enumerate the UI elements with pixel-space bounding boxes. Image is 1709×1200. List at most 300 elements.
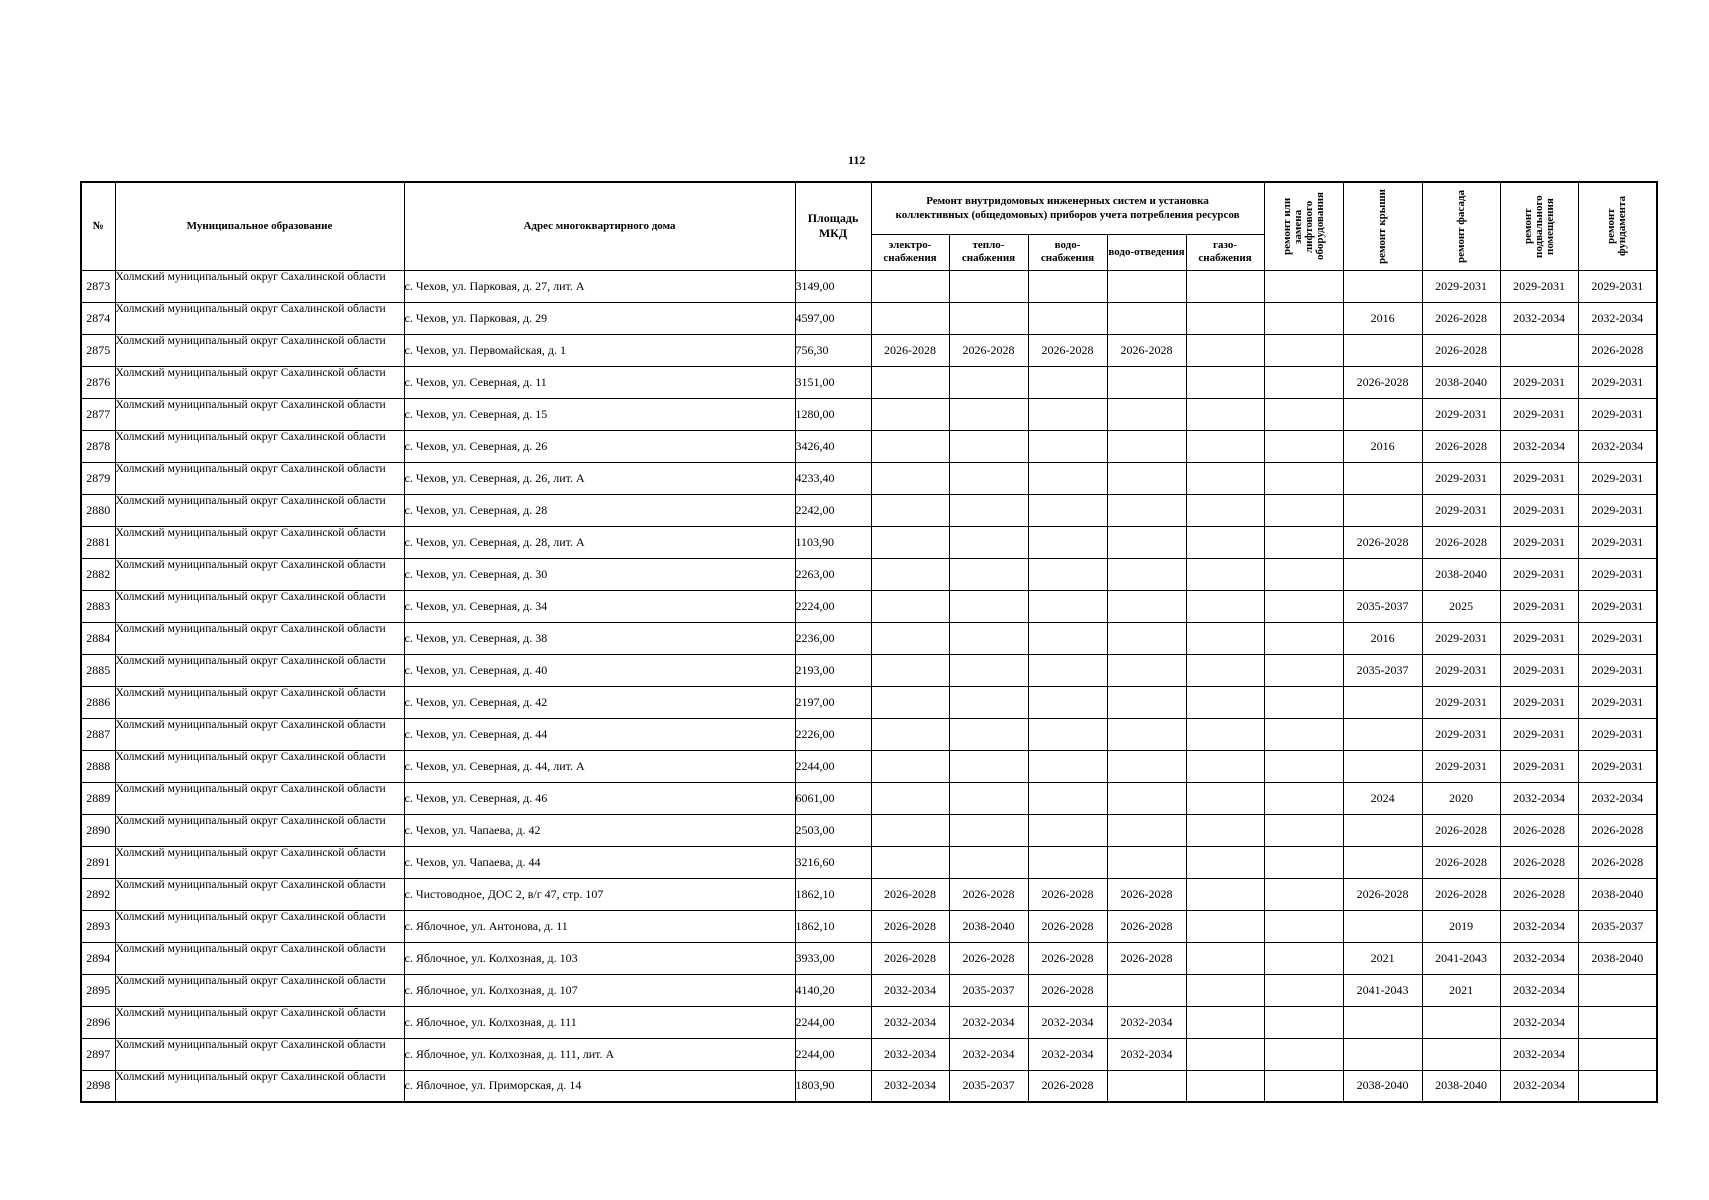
basement-cell: 2032-2034 — [1500, 974, 1578, 1006]
water-drain-cell — [1107, 366, 1186, 398]
facade-cell: 2029-2031 — [1422, 718, 1500, 750]
heat-cell — [949, 622, 1028, 654]
gas-cell — [1186, 334, 1264, 366]
row-number: 2882 — [81, 558, 115, 590]
water-supply-cell — [1028, 366, 1107, 398]
table-row — [81, 814, 1657, 846]
facade-cell: 2029-2031 — [1422, 270, 1500, 302]
area-cell: 3149,00 — [795, 270, 871, 302]
water-supply-cell: 2026-2028 — [1028, 334, 1107, 366]
foundation-cell: 2029-2031 — [1578, 366, 1657, 398]
facade-cell: 2038-2040 — [1422, 366, 1500, 398]
elevator-cell — [1264, 654, 1343, 686]
row-number: 2879 — [81, 462, 115, 494]
heat-cell — [949, 654, 1028, 686]
header-foundation: ремонт фундамента — [1578, 182, 1657, 270]
elevator-cell — [1264, 1070, 1343, 1102]
elevator-cell — [1264, 366, 1343, 398]
facade-cell: 2029-2031 — [1422, 654, 1500, 686]
water-drain-cell: 2032-2034 — [1107, 1006, 1186, 1038]
address-cell: с. Яблочное, ул. Колхозная, д. 107 — [404, 974, 795, 1006]
basement-cell: 2029-2031 — [1500, 686, 1578, 718]
facade-cell: 2029-2031 — [1422, 622, 1500, 654]
gas-cell — [1186, 846, 1264, 878]
address-cell: с. Чехов, ул. Парковая, д. 27, лит. А — [404, 270, 795, 302]
municipality-cell: Холмский муниципальный округ Сахалинской области — [115, 334, 404, 366]
roof-cell — [1343, 462, 1422, 494]
facade-cell: 2029-2031 — [1422, 462, 1500, 494]
header-no: № — [81, 182, 115, 270]
electro-cell — [871, 590, 949, 622]
roof-cell: 2041-2043 — [1343, 974, 1422, 1006]
electro-cell — [871, 622, 949, 654]
address-cell: с. Яблочное, ул. Антонова, д. 11 — [404, 910, 795, 942]
heat-cell: 2032-2034 — [949, 1006, 1028, 1038]
water-supply-cell — [1028, 526, 1107, 558]
area-cell: 2244,00 — [795, 750, 871, 782]
gas-cell — [1186, 270, 1264, 302]
table-row — [81, 846, 1657, 878]
table-row — [81, 366, 1657, 398]
address-cell: с. Чехов, ул. Северная, д. 44, лит. А — [404, 750, 795, 782]
water-drain-cell — [1107, 1070, 1186, 1102]
heat-cell: 2026-2028 — [949, 878, 1028, 910]
facade-cell: 2029-2031 — [1422, 494, 1500, 526]
address-cell: с. Чехов, ул. Северная, д. 15 — [404, 398, 795, 430]
header-roof: ремонт крыши — [1343, 182, 1422, 270]
row-number: 2896 — [81, 1006, 115, 1038]
facade-cell: 2026-2028 — [1422, 846, 1500, 878]
municipality-cell: Холмский муниципальный округ Сахалинской области — [115, 910, 404, 942]
row-number: 2892 — [81, 878, 115, 910]
gas-cell — [1186, 558, 1264, 590]
table-row — [81, 718, 1657, 750]
foundation-cell — [1578, 1070, 1657, 1102]
heat-cell: 2038-2040 — [949, 910, 1028, 942]
address-cell: с. Чехов, ул. Северная, д. 42 — [404, 686, 795, 718]
municipality-cell: Холмский муниципальный округ Сахалинской области — [115, 974, 404, 1006]
basement-cell: 2026-2028 — [1500, 846, 1578, 878]
elevator-cell — [1264, 302, 1343, 334]
facade-cell: 2029-2031 — [1422, 398, 1500, 430]
roof-cell — [1343, 718, 1422, 750]
municipality-cell: Холмский муниципальный округ Сахалинской области — [115, 366, 404, 398]
elevator-cell — [1264, 558, 1343, 590]
table-row — [81, 302, 1657, 334]
water-supply-cell — [1028, 782, 1107, 814]
table-row — [81, 1006, 1657, 1038]
header-heat: тепло-снабжения — [949, 234, 1028, 270]
basement-cell: 2029-2031 — [1500, 398, 1578, 430]
gas-cell — [1186, 782, 1264, 814]
electro-cell — [871, 302, 949, 334]
gas-cell — [1186, 878, 1264, 910]
header-water-drain: водо-отведения — [1107, 234, 1186, 270]
elevator-cell — [1264, 494, 1343, 526]
area-cell: 3151,00 — [795, 366, 871, 398]
area-cell: 6061,00 — [795, 782, 871, 814]
roof-cell: 2021 — [1343, 942, 1422, 974]
table-row — [81, 430, 1657, 462]
area-cell: 2197,00 — [795, 686, 871, 718]
electro-cell: 2026-2028 — [871, 942, 949, 974]
electro-cell — [871, 366, 949, 398]
facade-cell: 2041-2043 — [1422, 942, 1500, 974]
municipality-cell: Холмский муниципальный округ Сахалинской области — [115, 622, 404, 654]
foundation-cell: 2029-2031 — [1578, 494, 1657, 526]
roof-cell: 2035-2037 — [1343, 654, 1422, 686]
basement-cell: 2029-2031 — [1500, 750, 1578, 782]
table-row — [81, 750, 1657, 782]
municipality-cell: Холмский муниципальный округ Сахалинской области — [115, 718, 404, 750]
address-cell: с. Чехов, ул. Северная, д. 46 — [404, 782, 795, 814]
table-row — [81, 622, 1657, 654]
row-number: 2888 — [81, 750, 115, 782]
electro-cell — [871, 686, 949, 718]
heat-cell — [949, 302, 1028, 334]
municipality-cell: Холмский муниципальный округ Сахалинской области — [115, 686, 404, 718]
water-supply-cell — [1028, 494, 1107, 526]
elevator-cell — [1264, 686, 1343, 718]
area-cell: 2244,00 — [795, 1038, 871, 1070]
table-row — [81, 526, 1657, 558]
water-supply-cell — [1028, 654, 1107, 686]
basement-cell: 2029-2031 — [1500, 366, 1578, 398]
heat-cell: 2035-2037 — [949, 974, 1028, 1006]
basement-cell: 2032-2034 — [1500, 302, 1578, 334]
electro-cell — [871, 270, 949, 302]
basement-cell — [1500, 334, 1578, 366]
header-electro: электро-снабжения — [871, 234, 949, 270]
table-row — [81, 334, 1657, 366]
foundation-cell — [1578, 1006, 1657, 1038]
elevator-cell — [1264, 334, 1343, 366]
electro-cell: 2032-2034 — [871, 1038, 949, 1070]
area-cell: 756,30 — [795, 334, 871, 366]
gas-cell — [1186, 302, 1264, 334]
area-cell: 1280,00 — [795, 398, 871, 430]
basement-cell: 2029-2031 — [1500, 590, 1578, 622]
area-cell: 2193,00 — [795, 654, 871, 686]
elevator-cell — [1264, 526, 1343, 558]
municipality-cell: Холмский муниципальный округ Сахалинской области — [115, 750, 404, 782]
basement-cell: 2029-2031 — [1500, 494, 1578, 526]
foundation-cell: 2029-2031 — [1578, 398, 1657, 430]
elevator-cell — [1264, 814, 1343, 846]
basement-cell: 2032-2034 — [1500, 782, 1578, 814]
row-number: 2890 — [81, 814, 115, 846]
heat-cell — [949, 686, 1028, 718]
elevator-cell — [1264, 398, 1343, 430]
heat-cell — [949, 494, 1028, 526]
foundation-cell: 2029-2031 — [1578, 270, 1657, 302]
roof-cell: 2024 — [1343, 782, 1422, 814]
heat-cell: 2026-2028 — [949, 942, 1028, 974]
heat-cell — [949, 270, 1028, 302]
electro-cell — [871, 718, 949, 750]
water-supply-cell — [1028, 302, 1107, 334]
address-cell: с. Чехов, ул. Северная, д. 34 — [404, 590, 795, 622]
electro-cell — [871, 462, 949, 494]
elevator-cell — [1264, 750, 1343, 782]
foundation-cell: 2029-2031 — [1578, 750, 1657, 782]
water-supply-cell: 2026-2028 — [1028, 1070, 1107, 1102]
row-number: 2897 — [81, 1038, 115, 1070]
municipality-cell: Холмский муниципальный округ Сахалинской области — [115, 270, 404, 302]
elevator-cell — [1264, 1038, 1343, 1070]
basement-cell: 2026-2028 — [1500, 878, 1578, 910]
municipality-cell: Холмский муниципальный округ Сахалинской области — [115, 942, 404, 974]
elevator-cell — [1264, 846, 1343, 878]
gas-cell — [1186, 1070, 1264, 1102]
row-number: 2876 — [81, 366, 115, 398]
table-row — [81, 654, 1657, 686]
row-number: 2893 — [81, 910, 115, 942]
water-drain-cell — [1107, 782, 1186, 814]
gas-cell — [1186, 942, 1264, 974]
gas-cell — [1186, 398, 1264, 430]
foundation-cell: 2029-2031 — [1578, 526, 1657, 558]
header-water-supply: водо-снабжения — [1028, 234, 1107, 270]
area-cell: 1862,10 — [795, 878, 871, 910]
table-row — [81, 782, 1657, 814]
address-cell: с. Чехов, ул. Северная, д. 30 — [404, 558, 795, 590]
roof-cell — [1343, 686, 1422, 718]
elevator-cell — [1264, 878, 1343, 910]
header-elevator: ремонт или замена лифтового оборудования — [1264, 182, 1343, 270]
header-basement: ремонт подвального помещения — [1500, 182, 1578, 270]
basement-cell: 2026-2028 — [1500, 814, 1578, 846]
row-number: 2873 — [81, 270, 115, 302]
basement-cell: 2032-2034 — [1500, 1038, 1578, 1070]
electro-cell — [871, 750, 949, 782]
facade-cell: 2026-2028 — [1422, 526, 1500, 558]
roof-cell: 2016 — [1343, 302, 1422, 334]
facade-cell — [1422, 1038, 1500, 1070]
electro-cell — [871, 494, 949, 526]
water-supply-cell — [1028, 462, 1107, 494]
electro-cell — [871, 526, 949, 558]
water-drain-cell — [1107, 846, 1186, 878]
basement-cell: 2029-2031 — [1500, 270, 1578, 302]
municipality-cell: Холмский муниципальный округ Сахалинской области — [115, 398, 404, 430]
page-number: 112 — [848, 153, 866, 167]
electro-cell: 2032-2034 — [871, 1006, 949, 1038]
facade-cell: 2026-2028 — [1422, 430, 1500, 462]
table-row — [81, 270, 1657, 302]
elevator-cell — [1264, 622, 1343, 654]
row-number: 2875 — [81, 334, 115, 366]
row-number: 2885 — [81, 654, 115, 686]
address-cell: с. Яблочное, ул. Колхозная, д. 111, лит. А — [404, 1038, 795, 1070]
water-supply-cell: 2026-2028 — [1028, 910, 1107, 942]
area-cell: 2503,00 — [795, 814, 871, 846]
electro-cell: 2026-2028 — [871, 878, 949, 910]
roof-cell — [1343, 494, 1422, 526]
municipality-cell: Холмский муниципальный округ Сахалинской области — [115, 526, 404, 558]
basement-cell: 2032-2034 — [1500, 1070, 1578, 1102]
water-drain-cell — [1107, 622, 1186, 654]
header-area: Площадь МКД — [795, 182, 871, 270]
roof-cell — [1343, 910, 1422, 942]
roof-cell — [1343, 814, 1422, 846]
heat-cell — [949, 846, 1028, 878]
table-row — [81, 686, 1657, 718]
elevator-cell — [1264, 910, 1343, 942]
foundation-cell: 2029-2031 — [1578, 590, 1657, 622]
heat-cell — [949, 526, 1028, 558]
heat-cell — [949, 558, 1028, 590]
area-cell: 2236,00 — [795, 622, 871, 654]
foundation-cell: 2032-2034 — [1578, 302, 1657, 334]
row-number: 2898 — [81, 1070, 115, 1102]
foundation-cell: 2032-2034 — [1578, 782, 1657, 814]
row-number: 2889 — [81, 782, 115, 814]
gas-cell — [1186, 526, 1264, 558]
electro-cell — [871, 398, 949, 430]
basement-cell: 2029-2031 — [1500, 558, 1578, 590]
row-number: 2881 — [81, 526, 115, 558]
water-drain-cell — [1107, 526, 1186, 558]
address-cell: с. Чехов, ул. Северная, д. 28, лит. А — [404, 526, 795, 558]
foundation-cell: 2029-2031 — [1578, 686, 1657, 718]
basement-cell: 2029-2031 — [1500, 622, 1578, 654]
area-cell: 2224,00 — [795, 590, 871, 622]
facade-cell: 2020 — [1422, 782, 1500, 814]
water-drain-cell — [1107, 654, 1186, 686]
roof-cell — [1343, 398, 1422, 430]
heat-cell — [949, 750, 1028, 782]
address-cell: с. Яблочное, ул. Колхозная, д. 111 — [404, 1006, 795, 1038]
municipality-cell: Холмский муниципальный округ Сахалинской области — [115, 1070, 404, 1102]
elevator-cell — [1264, 590, 1343, 622]
water-supply-cell — [1028, 718, 1107, 750]
address-cell: с. Чехов, ул. Северная, д. 26 — [404, 430, 795, 462]
area-cell: 1803,90 — [795, 1070, 871, 1102]
gas-cell — [1186, 590, 1264, 622]
water-supply-cell — [1028, 398, 1107, 430]
water-supply-cell — [1028, 430, 1107, 462]
foundation-cell: 2029-2031 — [1578, 558, 1657, 590]
area-cell: 4597,00 — [795, 302, 871, 334]
basement-cell: 2029-2031 — [1500, 654, 1578, 686]
roof-cell — [1343, 270, 1422, 302]
water-drain-cell — [1107, 302, 1186, 334]
elevator-cell — [1264, 718, 1343, 750]
table-row — [81, 1038, 1657, 1070]
foundation-cell: 2029-2031 — [1578, 462, 1657, 494]
heat-cell — [949, 782, 1028, 814]
elevator-cell — [1264, 1006, 1343, 1038]
elevator-cell — [1264, 270, 1343, 302]
roof-cell — [1343, 846, 1422, 878]
heat-cell — [949, 814, 1028, 846]
foundation-cell: 2032-2034 — [1578, 430, 1657, 462]
address-cell: с. Чистоводное, ДОС 2, в/г 47, стр. 107 — [404, 878, 795, 910]
area-cell: 3933,00 — [795, 942, 871, 974]
roof-cell — [1343, 1006, 1422, 1038]
municipality-cell: Холмский муниципальный округ Сахалинской области — [115, 302, 404, 334]
table-row — [81, 910, 1657, 942]
water-drain-cell — [1107, 750, 1186, 782]
roof-cell — [1343, 334, 1422, 366]
water-supply-cell: 2026-2028 — [1028, 942, 1107, 974]
table-row — [81, 558, 1657, 590]
header-gas: газо-снабжения — [1186, 234, 1264, 270]
water-drain-cell: 2026-2028 — [1107, 878, 1186, 910]
elevator-cell — [1264, 942, 1343, 974]
heat-cell — [949, 718, 1028, 750]
facade-cell: 2029-2031 — [1422, 750, 1500, 782]
foundation-cell: 2035-2037 — [1578, 910, 1657, 942]
address-cell: с. Чехов, ул. Северная, д. 11 — [404, 366, 795, 398]
roof-cell: 2016 — [1343, 430, 1422, 462]
table-row — [81, 878, 1657, 910]
address-cell: с. Чехов, ул. Северная, д. 40 — [404, 654, 795, 686]
address-cell: с. Чехов, ул. Северная, д. 38 — [404, 622, 795, 654]
address-cell: с. Яблочное, ул. Колхозная, д. 103 — [404, 942, 795, 974]
row-number: 2877 — [81, 398, 115, 430]
area-cell: 2244,00 — [795, 1006, 871, 1038]
heat-cell — [949, 366, 1028, 398]
basement-cell: 2032-2034 — [1500, 942, 1578, 974]
water-drain-cell: 2026-2028 — [1107, 910, 1186, 942]
facade-cell: 2026-2028 — [1422, 814, 1500, 846]
electro-cell — [871, 430, 949, 462]
table-row — [81, 974, 1657, 1006]
gas-cell — [1186, 622, 1264, 654]
repair-schedule-table — [80, 181, 1658, 1103]
elevator-cell — [1264, 462, 1343, 494]
water-drain-cell — [1107, 974, 1186, 1006]
foundation-cell — [1578, 974, 1657, 1006]
foundation-cell: 2038-2040 — [1578, 878, 1657, 910]
facade-cell: 2026-2028 — [1422, 334, 1500, 366]
area-cell: 4233,40 — [795, 462, 871, 494]
heat-cell — [949, 590, 1028, 622]
roof-cell: 2026-2028 — [1343, 878, 1422, 910]
municipality-cell: Холмский муниципальный округ Сахалинской области — [115, 654, 404, 686]
gas-cell — [1186, 654, 1264, 686]
table-row — [81, 494, 1657, 526]
foundation-cell: 2038-2040 — [1578, 942, 1657, 974]
electro-cell — [871, 558, 949, 590]
water-supply-cell — [1028, 622, 1107, 654]
water-supply-cell — [1028, 846, 1107, 878]
municipality-cell: Холмский муниципальный округ Сахалинской области — [115, 878, 404, 910]
elevator-cell — [1264, 974, 1343, 1006]
address-cell: с. Чехов, ул. Парковая, д. 29 — [404, 302, 795, 334]
row-number: 2886 — [81, 686, 115, 718]
roof-cell: 2035-2037 — [1343, 590, 1422, 622]
header-facade: ремонт фасада — [1422, 182, 1500, 270]
basement-cell: 2029-2031 — [1500, 718, 1578, 750]
facade-cell: 2038-2040 — [1422, 558, 1500, 590]
area-cell: 3426,40 — [795, 430, 871, 462]
address-cell: с. Чехов, ул. Первомайская, д. 1 — [404, 334, 795, 366]
gas-cell — [1186, 718, 1264, 750]
electro-cell: 2032-2034 — [871, 974, 949, 1006]
municipality-cell: Холмский муниципальный округ Сахалинской области — [115, 430, 404, 462]
header-engineering-group: Ремонт внутридомовых инженерных систем и установка коллективных (общедомовых) приборов учета потребления ресурсов — [871, 182, 1264, 234]
heat-cell: 2032-2034 — [949, 1038, 1028, 1070]
foundation-cell: 2026-2028 — [1578, 846, 1657, 878]
gas-cell — [1186, 814, 1264, 846]
electro-cell — [871, 782, 949, 814]
facade-cell — [1422, 1006, 1500, 1038]
basement-cell: 2032-2034 — [1500, 1006, 1578, 1038]
water-supply-cell: 2032-2034 — [1028, 1038, 1107, 1070]
